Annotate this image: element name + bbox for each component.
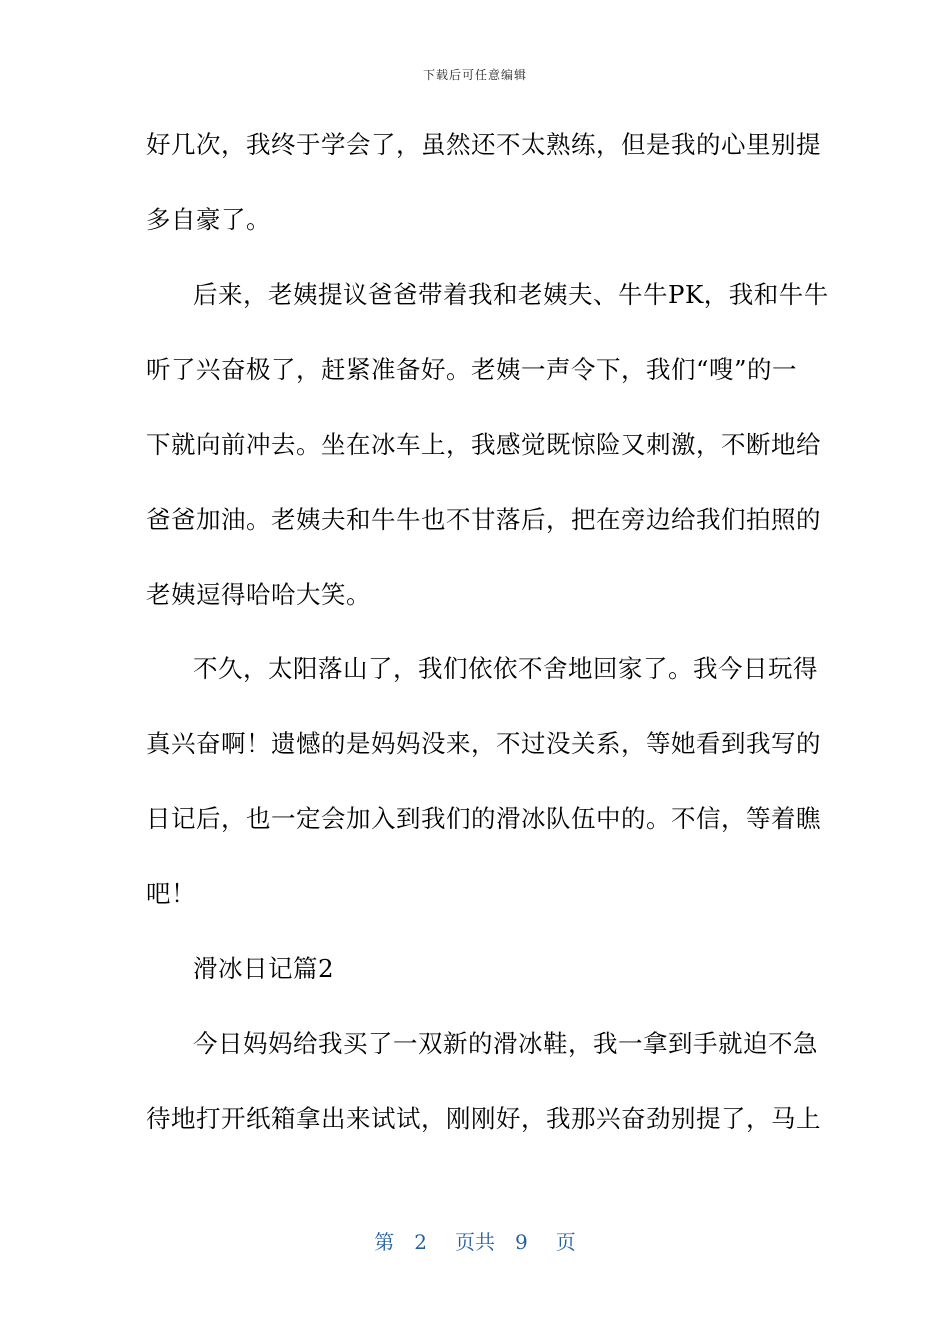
text-line: 好几次，我终于学会了，虽然还不太熟练，但是我的心里别提 bbox=[146, 130, 821, 159]
text-line: 爸爸加油。老姨夫和牛牛也不甘落后，把在旁边给我们拍照的 bbox=[146, 505, 821, 534]
section-title: 滑冰日记篇2 bbox=[193, 954, 335, 983]
page-header: 下载后可任意编辑 bbox=[422, 68, 527, 82]
text-line: 下就向前冲去。坐在冰车上，我感觉既惊险又刺激，不断地给 bbox=[146, 430, 821, 459]
text-line: 吧！ bbox=[146, 879, 196, 908]
text-line: 真兴奋啊！遗憾的是妈妈没来，不过没关系，等她看到我写的 bbox=[146, 729, 821, 758]
text-line: 老姨逗得哈哈大笑。 bbox=[146, 580, 371, 609]
text-line: 多自豪了。 bbox=[146, 205, 271, 234]
footer-middle: 页共 bbox=[455, 1230, 495, 1254]
paragraph-start-line: 后来，老姨提议爸爸带着我和老姨夫、牛牛PK，我和牛牛 bbox=[193, 280, 829, 309]
footer-page-number: 2 bbox=[414, 1230, 427, 1254]
footer-prefix: 第 bbox=[374, 1230, 395, 1254]
paragraph-start-line: 今日妈妈给我买了一双新的滑冰鞋，我一拿到手就迫不急 bbox=[193, 1029, 818, 1058]
footer-total-pages: 9 bbox=[515, 1230, 528, 1254]
paragraph-start-line: 不久，太阳落山了，我们依依不舍地回家了。我今日玩得 bbox=[193, 654, 818, 683]
text-line: 日记后，也一定会加入到我们的滑冰队伍中的。不信，等着瞧 bbox=[146, 804, 821, 833]
footer-suffix: 页 bbox=[555, 1230, 576, 1254]
text-line: 听了兴奋极了，赶紧准备好。老姨一声令下，我们“嗖”的一 bbox=[146, 355, 798, 384]
page-footer bbox=[0, 1226, 950, 1255]
text-line: 待地打开纸箱拿出来试试，刚刚好，我那兴奋劲别提了，马上 bbox=[146, 1104, 821, 1133]
